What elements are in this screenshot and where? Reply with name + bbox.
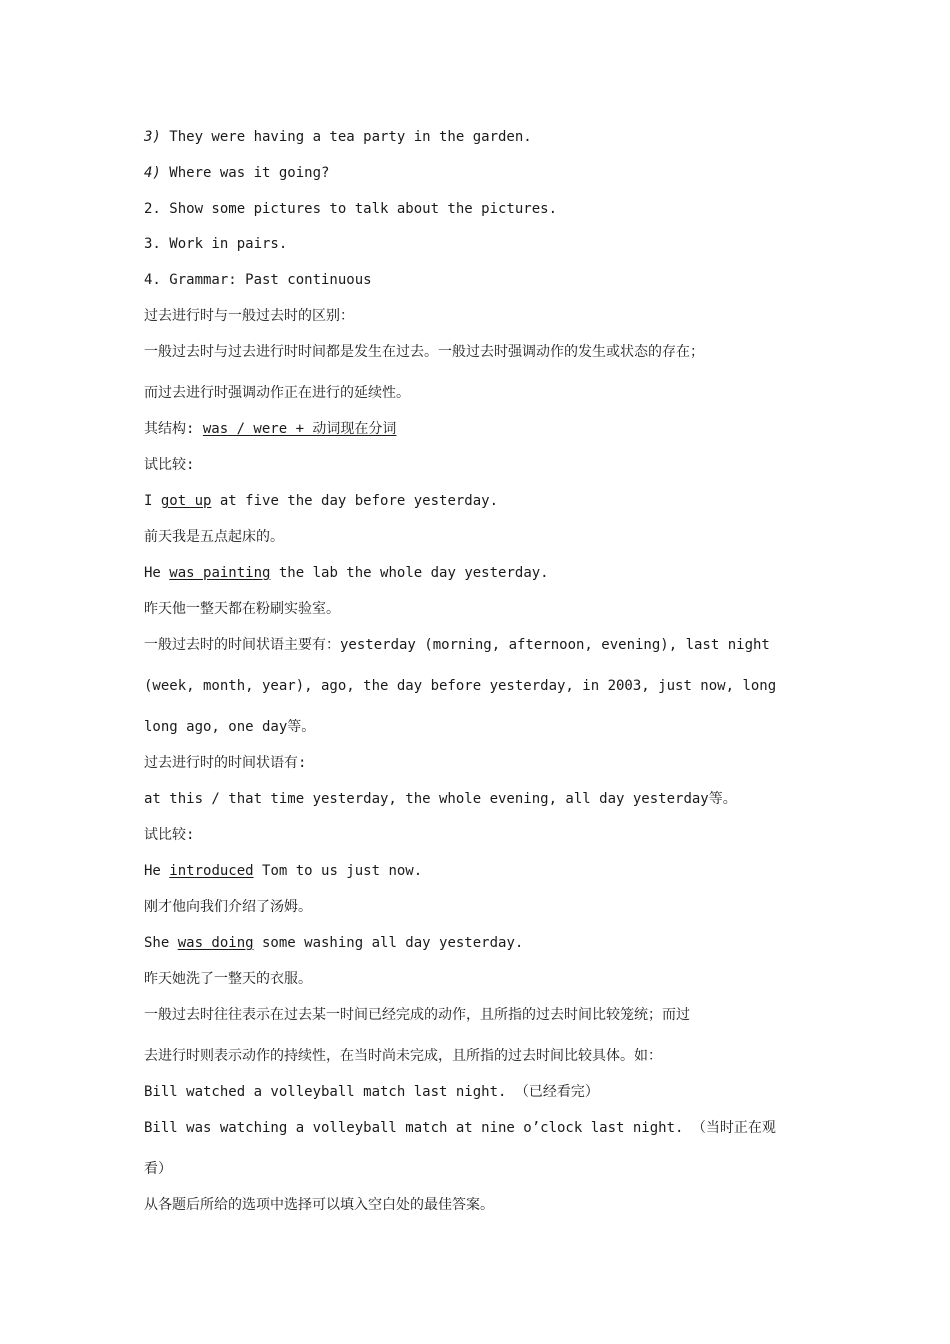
text-line: 试比较:	[144, 457, 195, 473]
text-line: 昨天她洗了一整天的衣服。	[144, 971, 312, 987]
text-line: 刚才他向我们介绍了汤姆。	[144, 899, 312, 915]
text-line	[144, 163, 329, 183]
text-line: Bill was watching a volleyball match at nine o’clock last night. （当时正在观	[144, 1120, 776, 1136]
text-line: 去进行时则表示动作的持续性，在当时尚未完成，且所指的过去时间比较具体。如：	[144, 1048, 662, 1064]
line-prefix: 其结构:	[144, 421, 203, 437]
text-line	[144, 491, 498, 511]
text-line	[144, 419, 396, 439]
text-line: 2. Show some pictures to talk about the pictures.	[144, 201, 558, 217]
underlined-phrase: got up	[160, 493, 212, 509]
underlined-phrase: introduced	[169, 863, 254, 879]
text-line	[144, 861, 422, 881]
item-number: 3)	[144, 129, 161, 145]
text-line: 过去进行时与一般过去时的区别：	[144, 308, 354, 324]
text-line: 前天我是五点起床的。	[144, 529, 284, 545]
text-line: 一般过去时往往表示在过去某一时间已经完成的动作，且所指的过去时间比较笼统；而过	[144, 1007, 690, 1023]
text-line: 4. Grammar: Past continuous	[144, 272, 372, 288]
line-text: They were having a tea party in the garden.	[160, 129, 532, 145]
text-line: at this / that time yesterday, the whole evening, all day yesterday等。	[144, 791, 737, 807]
underlined-phrase: was doing	[177, 935, 254, 951]
line-prefix: She	[144, 935, 178, 951]
text-line: 3. Work in pairs.	[144, 236, 288, 252]
text-line: 一般过去时的时间状语主要有：yesterday (morning, afternoon, evening), last night	[144, 637, 770, 653]
line-suffix: some washing all day yesterday.	[253, 935, 524, 951]
text-line: 试比较:	[144, 827, 195, 843]
text-line: Bill watched a volleyball match last night. （已经看完）	[144, 1084, 599, 1100]
item-number: 4)	[144, 165, 161, 181]
line-suffix: at five the day before yesterday.	[211, 493, 499, 509]
line-prefix: He	[144, 565, 170, 581]
text-line: 看）	[144, 1161, 172, 1177]
text-line: 一般过去时与过去进行时时间都是发生在过去。一般过去时强调动作的发生或状态的存在；	[144, 344, 704, 360]
text-line: (week, month, year), ago, the day before yesterday, in 2003, just now, long	[144, 678, 777, 694]
text-line: 而过去进行时强调动作正在进行的延续性。	[144, 385, 410, 401]
line-suffix: Tom to us just now.	[253, 863, 423, 879]
underlined-phrase: was painting	[169, 565, 271, 581]
line-suffix: the lab the whole day yesterday.	[270, 565, 549, 581]
line-prefix: I	[144, 493, 161, 509]
text-line: 从各题后所给的选项中选择可以填入空白处的最佳答案。	[144, 1197, 494, 1213]
text-line	[144, 933, 523, 953]
text-line: 过去进行时的时间状语有:	[144, 755, 307, 771]
text-line: 昨天他一整天都在粉刷实验室。	[144, 601, 340, 617]
text-line: long ago, one day等。	[144, 719, 316, 735]
underlined-phrase: was / were + 动词现在分词	[202, 421, 397, 437]
text-line	[144, 563, 549, 583]
text-line	[144, 127, 532, 147]
line-prefix: He	[144, 863, 170, 879]
line-text: Where was it going?	[160, 165, 330, 181]
